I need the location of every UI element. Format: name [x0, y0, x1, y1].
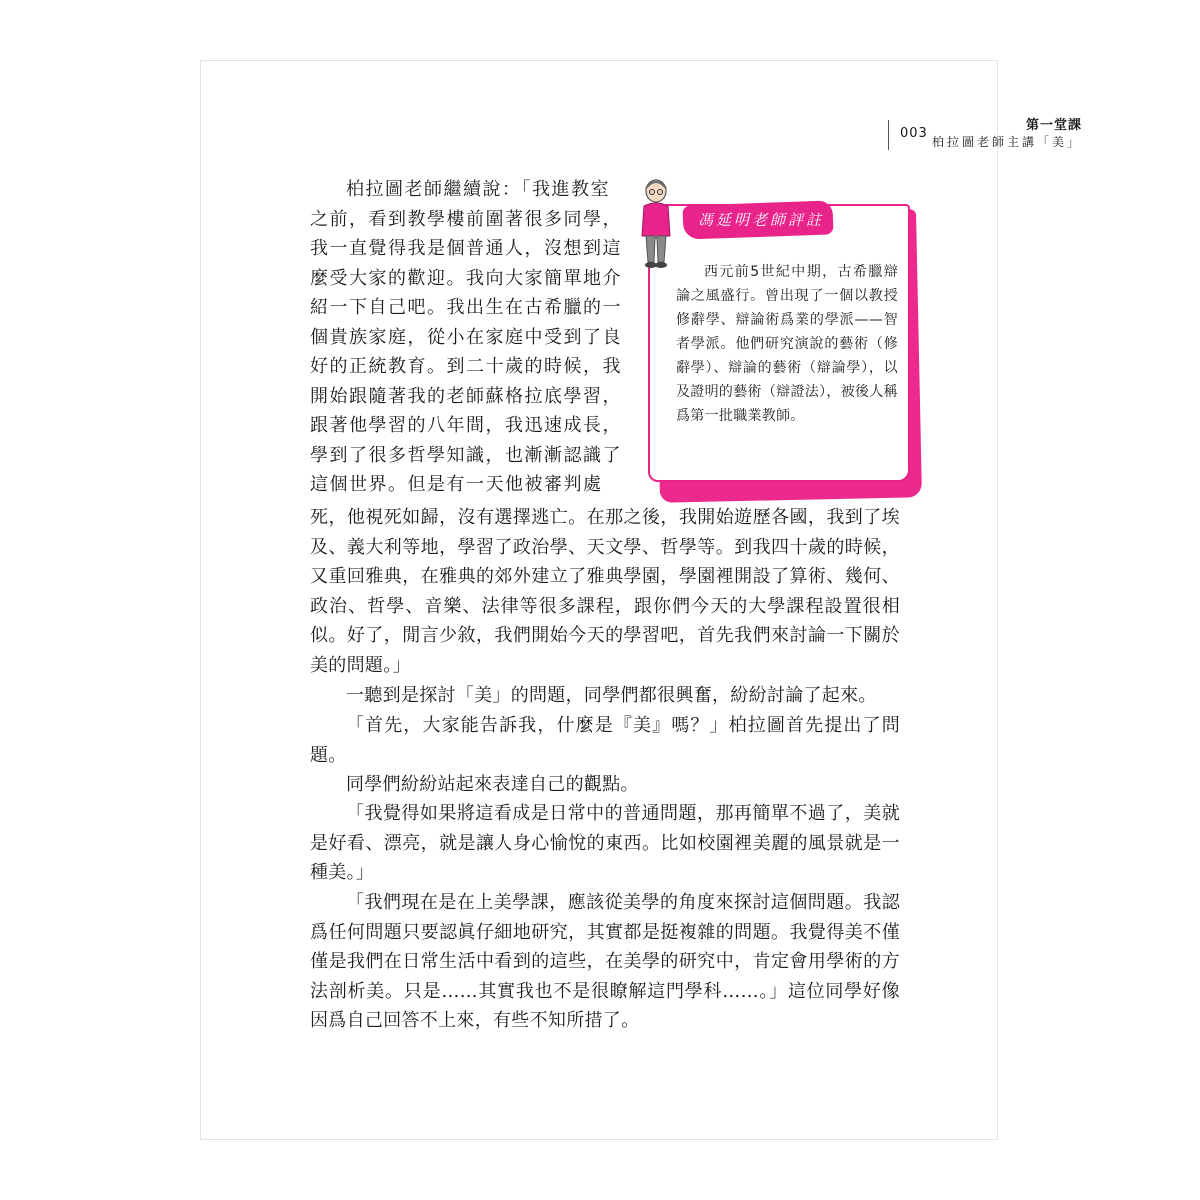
paragraph-intro-narrow [310, 175, 632, 500]
paragraph-intro-continued: 死，他視死如歸，沒有選擇逃亡。在那之後，我開始遊歷各國，我到了埃及、義大利等地，學習了政治學、天文學、哲學等。到我四十歲的時候，又重回雅典，在雅典的郊外建立了雅典學園，學園裡開設了算術、幾何、政治、哲學、音樂、法律等很多課程，跟你們今天的大學課程設置很相似。好了，閒言少敘，我們開始今天的學習吧，首先我們來討論一下關於美的問題。」 [310, 507, 900, 676]
body-line: 麼受大家的歡迎。我向大家簡單地介 [310, 267, 622, 289]
commentary-text: 西元前5世紀中期，古希臘辯論之風盛行。曾出現了一個以教授修辭學、辯論術爲業的學派——智者學派。他們研究演說的藝術（修辭學）、辯論的藝術（辯論學），以及證明的藝術（辯證法），被後人稱爲第一批職業教師。 [676, 264, 898, 424]
body-line: 學到了很多哲學知識，也漸漸認識了 [310, 444, 622, 466]
paragraph-5: 「我覺得如果將這看成是日常中的普通問題，那再簡單不過了，美就是好看、漂亮，就是讓人身心愉悅的東西。比如校園裡美麗的風景就是一種美。」 [310, 803, 900, 883]
teacher-figure-icon [636, 178, 676, 270]
body-line: 這個世界。但是有一天他被審判處 [310, 474, 603, 495]
paragraph-6: 「我們現在是在上美學課，應該從美學的角度來探討這個問題。我認爲任何問題只要認眞仔細地研究，其實都是挺複雜的問題。我覺得美不僅僅是我們在日常生活中看到的這些，在美學的研究中，肯定會用學術的方法剖析美。只是……其實我也不是很瞭解這門學科……。」這位同學好像因爲自己回答不上來，有些不知所措了。 [310, 892, 900, 1031]
body-line: 柏拉圖老師繼續說：「我進教室 [346, 179, 610, 200]
body-line: 跟著他學習的八年間，我迅速成長， [310, 415, 622, 436]
chapter-title: 第一堂課 [1025, 118, 1082, 133]
body-line: 之前，看到教學樓前圍著很多同學， [310, 208, 622, 230]
body-line: 個貴族家庭，從小在家庭中受到了良 [310, 326, 622, 348]
header-divider [888, 120, 889, 150]
paragraph-3: 「首先，大家能告訴我，什麼是『美』嗎？」柏拉圖首先提出了問題。 [310, 715, 900, 766]
body-line: 我一直覺得我是個普通人，沒想到這 [310, 238, 622, 259]
paragraph-2: 一聽到是探討「美」的問題，同學們都很興奮，紛紛討論了起來。 [346, 685, 877, 706]
body-line: 好的正統教育。到二十歲的時候，我 [310, 356, 622, 377]
chapter-subtitle: 柏拉圖老師主講「美」 [931, 135, 1082, 149]
commentary-label: 馮延明老師評註 [698, 211, 825, 229]
body-line: 開始跟隨著我的老師蘇格拉底學習， [310, 385, 622, 407]
running-header [932, 118, 1082, 150]
paragraph-4: 同學們紛紛站起來表達自己的觀點。 [346, 774, 639, 795]
body-line: 紹一下自己吧。我出生在古希臘的一 [310, 297, 622, 318]
page-number: 003 [900, 126, 928, 141]
